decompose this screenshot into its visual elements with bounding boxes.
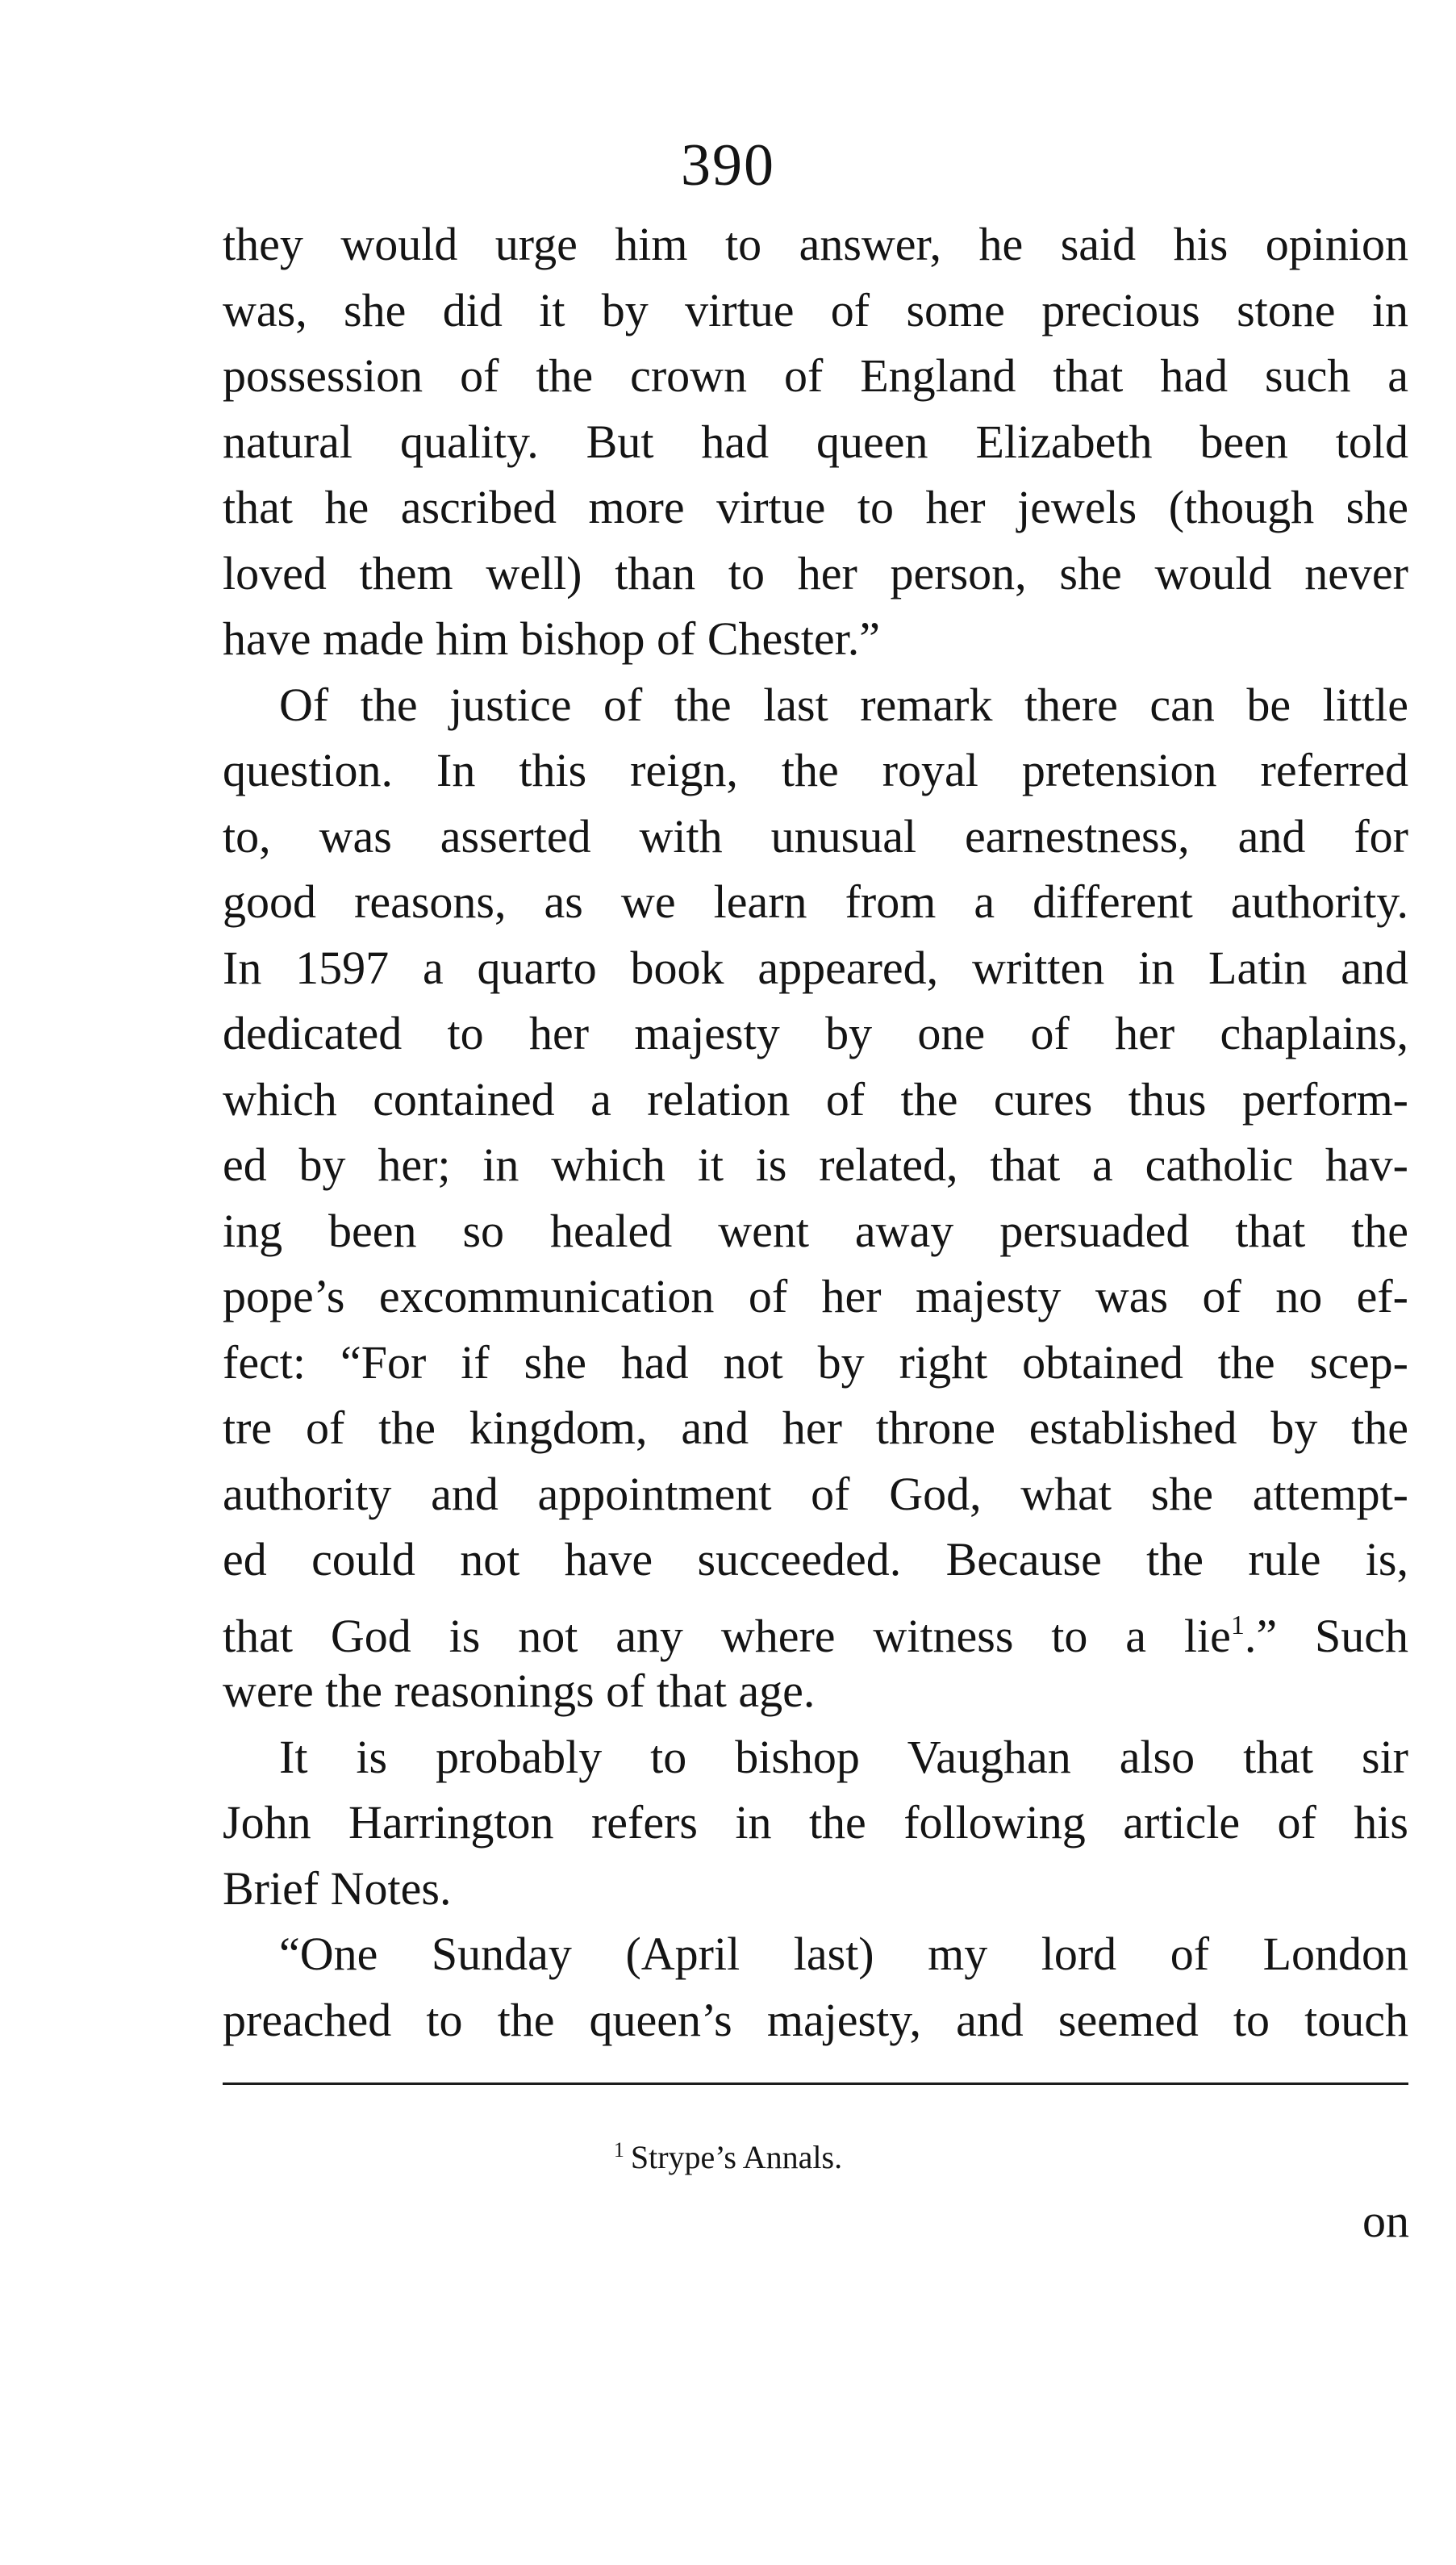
text-line-lead: that God is not any where witness to a lie — [223, 1609, 1231, 1662]
text-line: authority and appointment of God, what she attempt- — [223, 1467, 1408, 1520]
page-number: 390 — [681, 132, 775, 198]
text-line: dedicated to her majesty by one of her chaplains, — [223, 1007, 1408, 1059]
text-line: which contained a relation of the cures thus perform- — [223, 1072, 1408, 1126]
text-line: ing been so healed went away persuaded that the — [223, 1204, 1408, 1257]
text-line: was, she did it by virtue of some precious stone in — [223, 283, 1408, 336]
text-line: preached to the queen’s majesty, and seemed to touch — [223, 1993, 1408, 2046]
text-line: that he ascribed more virtue to her jewels (though she — [223, 481, 1408, 533]
text-line: John Harrington refers in the following article of his — [223, 1796, 1408, 1849]
paragraph-start-line: Of the justice of the last remark there can be little — [279, 678, 1408, 731]
text-line: have made him bishop of Chester.” — [223, 612, 881, 665]
footnote — [0, 2130, 1456, 2178]
catchword: on — [1362, 2195, 1409, 2247]
text-line: possession of the crown of England that had such a — [223, 349, 1408, 402]
text-line: In 1597 a quarto book appeared, written in Latin and — [223, 941, 1408, 994]
text-line-tail: Such — [1315, 1609, 1409, 1662]
footnote-marker: 1 — [613, 2138, 624, 2162]
footnote-reference: 1 — [1230, 1610, 1245, 1640]
quote-close: .” — [1244, 1609, 1278, 1662]
text-line: good reasons, as we learn from a different authority. — [223, 875, 1408, 928]
text-line: loved them well) than to her person, she would never — [223, 546, 1408, 599]
paragraph-start-line: “One Sunday (April last) my lord of London — [279, 1928, 1408, 1980]
text-line: they would urge him to answer, he said his opinion — [223, 218, 1408, 270]
text-line: ed by her; in which it is related, that a catholic hav- — [223, 1138, 1408, 1191]
paragraph-start-line: It is probably to bishop Vaughan also that sir — [279, 1730, 1408, 1783]
text-line: Brief Notes. — [223, 1861, 452, 1915]
text-line: tre of the kingdom, and her throne established by the — [223, 1402, 1408, 1454]
footnote-text: Strype’s Annals. — [630, 2139, 843, 2175]
text-line: question. In this reign, the royal pretension referred — [223, 744, 1408, 796]
text-line-with-footnote-ref — [223, 1593, 1409, 1662]
text-line: fect: “For if she had not by right obtained the scep- — [223, 1335, 1408, 1389]
text-line: ed could not have succeeded. Because the rule is, — [223, 1533, 1408, 1585]
text-line: were the reasonings of that age. — [223, 1665, 816, 1717]
footnote-divider — [223, 2082, 1408, 2085]
text-line: natural quality. But had queen Elizabeth been told — [223, 415, 1408, 468]
text-line: pope’s excommunication of her majesty was of no ef- — [223, 1270, 1408, 1322]
body-text — [223, 211, 1408, 2053]
text-line: to, was asserted with unusual earnestness, and for — [223, 809, 1408, 863]
